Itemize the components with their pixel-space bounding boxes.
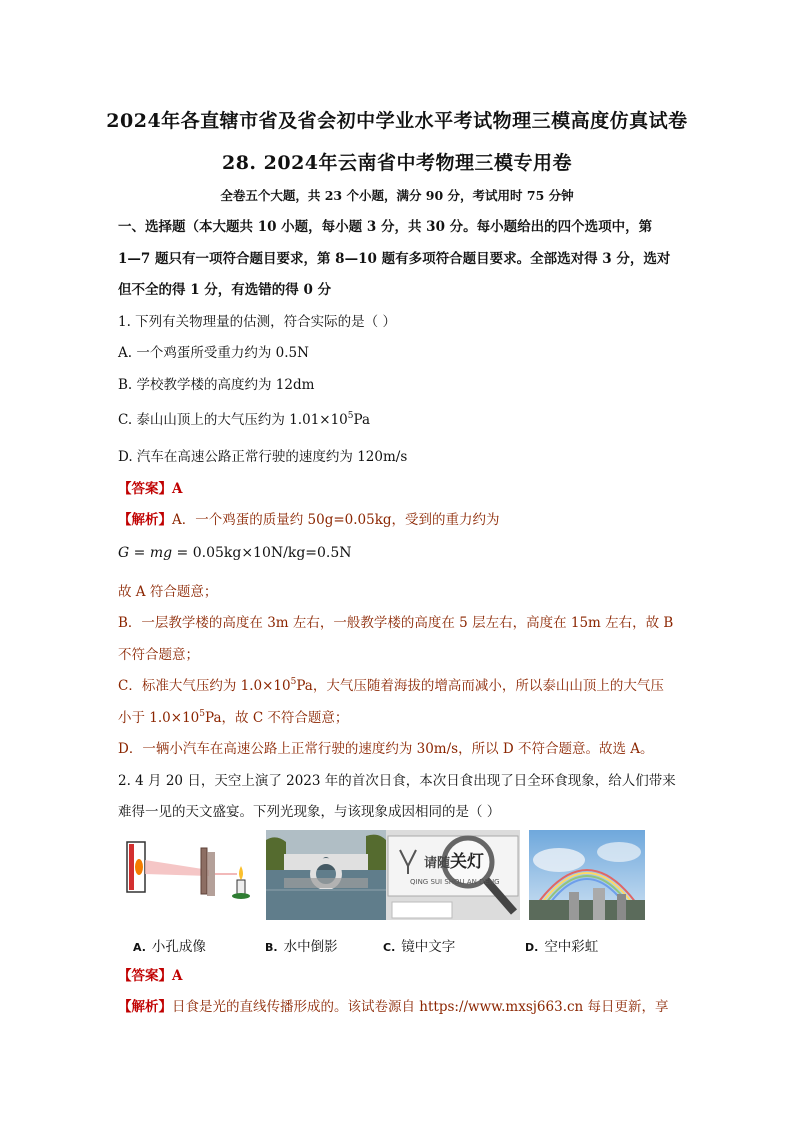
formula-rest: = 0.05kg×10N/kg=0.5N <box>172 545 352 561</box>
q1-stem: 1. 下列有关物理量的估测，符合实际的是（ ） <box>118 314 396 330</box>
q2-analysis-text: 日食是光的直线传播形成的。该试卷源自 https://www.mxsj663.cn 每日更新，享 <box>172 999 669 1015</box>
analysis-c2-prefix: 小于 1.0×10 <box>118 710 200 726</box>
q1-option-d: D. 汽车在高速公路正常行驶的速度约为 120m/s <box>118 449 408 465</box>
q2-answer: 【答案】A <box>118 968 183 984</box>
figure-pinhole-imaging <box>123 830 253 920</box>
option-d-caption <box>525 935 598 955</box>
q1-analysis-b-line-1: B．一层教学楼的高度在 3m 左右，一般教学楼的高度在 5 层左右，高度在 15m 左右，故 B <box>118 615 674 631</box>
q1-analysis-d: D．一辆小汽车在高速公路上正常行驶的速度约为 30m/s，所以 D 不符合题意。故选 A。 <box>118 741 654 757</box>
q1-analysis-c-line-1 <box>118 676 678 696</box>
q1-option-c-suffix: Pa <box>353 412 371 428</box>
option-b-letter: B. <box>265 941 278 954</box>
formula-g: G <box>118 545 130 561</box>
option-c-letter: C. <box>383 941 396 954</box>
formula-mg: mg <box>149 545 173 561</box>
section-intro-line-2: 1—7 题只有一项符合题目要求，第 8—10 题有多项符合题目要求。全部选对得 3 分，选对 <box>118 251 671 267</box>
option-a-text: 小孔成像 <box>151 939 206 955</box>
q1-analysis-c-line-2 <box>118 708 678 728</box>
sign-pinyin: QING SUI SHOU AN DENG <box>410 878 500 886</box>
exam-info: 全卷五个大题，共 23 个小题，满分 90 分，考试用时 75 分钟 <box>220 188 574 203</box>
figure-rainbow <box>529 830 645 920</box>
figure-water-reflection <box>266 830 386 920</box>
q1-option-b: B. 学校教学楼的高度约为 12dm <box>118 377 315 393</box>
formula-eq: = <box>129 545 150 561</box>
main-title: 2024年各直辖市省及省会初中学业水平考试物理三模高度仿真试卷 <box>106 110 688 132</box>
option-b-text: 水中倒影 <box>283 939 338 955</box>
analysis-c1-exponent: 5 <box>290 677 297 687</box>
q2-analysis-label: 【解析】 <box>118 999 172 1015</box>
q2-stem-line-2: 难得一见的天文盛宴。下列光现象，与该现象成因相同的是（ ） <box>118 804 501 820</box>
option-c-text: 镜中文字 <box>401 939 456 955</box>
section-intro-line-3: 但不全的得 1 分，有选错的得 0 分 <box>118 282 332 298</box>
sign-text-right: 关灯 <box>450 852 484 872</box>
analysis-c2-suffix: Pa，故 C 不符合题意； <box>205 710 349 726</box>
q1-option-c-prefix: C. 泰山山顶上的大气压约为 1.01×10 <box>118 412 348 428</box>
option-a-letter: A. <box>133 941 146 954</box>
figure-mirror-text <box>386 830 520 920</box>
q1-option-c <box>118 410 678 430</box>
q1-analysis-a-text: A．一个鸡蛋的质量约 50g=0.05kg，受到的重力约为 <box>172 512 500 528</box>
q1-analysis-label: 【解析】 <box>118 512 172 528</box>
analysis-c1-suffix: Pa，大气压随着海拔的增高而减小，所以泰山山顶上的大气压 <box>296 678 664 694</box>
sub-title: 28. 2024年云南省中考物理三模专用卷 <box>221 152 573 174</box>
q1-analysis-a-end: 故 A 符合题意； <box>118 584 218 600</box>
option-c-caption <box>383 935 455 955</box>
q2-stem-line-1: 2. 4 月 20 日，天空上演了 2023 年的首次日食，本次日食出现了日全环食现象，给人们带来 <box>118 773 676 789</box>
option-b-caption <box>265 935 338 955</box>
q1-option-a: A. 一个鸡蛋所受重力约为 0.5N <box>118 345 309 361</box>
sign-text-left: 请随 <box>424 856 451 871</box>
q1-analysis-a <box>118 510 678 530</box>
q2-analysis <box>118 997 678 1017</box>
q1-formula <box>118 543 678 563</box>
q1-answer: 【答案】A <box>118 481 183 497</box>
option-d-text: 空中彩虹 <box>544 939 599 955</box>
analysis-c2-exponent: 5 <box>199 709 205 719</box>
option-d-letter: D. <box>525 941 539 954</box>
option-a-caption <box>133 935 206 955</box>
analysis-c1-prefix: C．标准大气压约为 1.0×10 <box>118 678 291 694</box>
section-intro-line-1: 一、选择题（本大题共 10 小题，每小题 3 分，共 30 分。每小题给出的四个选项中，第 <box>118 219 653 235</box>
q1-option-c-exponent: 5 <box>347 411 354 421</box>
q1-analysis-b-line-2: 不符合题意； <box>118 647 199 663</box>
